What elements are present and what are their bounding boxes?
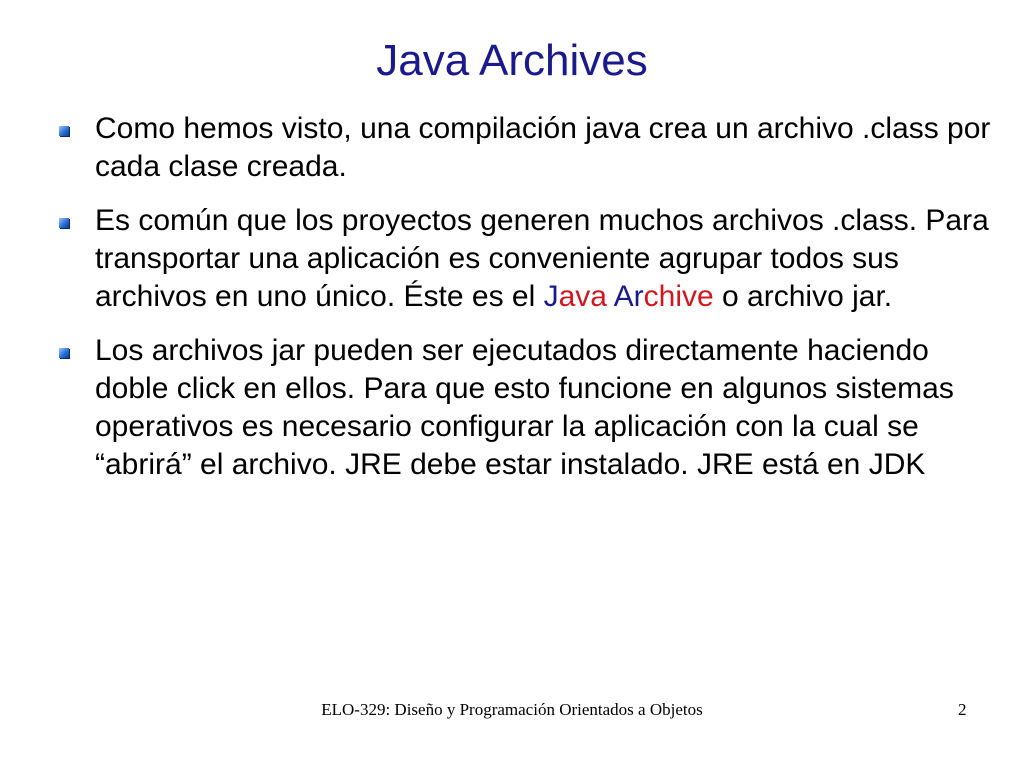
bullet-item-2 bbox=[57, 202, 1007, 316]
bullet-item-1 bbox=[57, 110, 1007, 186]
highlight-ar: Ar bbox=[613, 280, 644, 313]
square-bullet-icon bbox=[59, 218, 69, 228]
page-number: 2 bbox=[958, 700, 967, 719]
slide-title: Java Archives bbox=[376, 36, 648, 85]
highlight-j: J bbox=[543, 280, 559, 313]
square-bullet-icon bbox=[59, 126, 69, 136]
square-bullet-icon bbox=[59, 348, 69, 358]
highlight-chive: chive bbox=[643, 280, 714, 313]
highlight-space bbox=[607, 280, 614, 313]
footer-text: ELO-329: Diseño y Programación Orientados a Objetos bbox=[321, 700, 703, 719]
bullet-text: Los archivos jar pueden ser ejecutados directamente haciendo doble click en ellos. Para que esto funcione en algunos sistemas operativos es necesario configurar la aplicación con la cual se “abrirá” el archivo. JRE debe estar instalado. JRE está en JDK bbox=[95, 334, 954, 481]
bullet-item-3 bbox=[57, 332, 1007, 484]
highlight-ava: ava bbox=[558, 280, 607, 313]
bullet-text: Es común que los proyectos generen muchos archivos .class. Para transportar una aplicación es conveniente agrupar todos sus archivos en uno único. Éste es el bbox=[95, 204, 989, 313]
bullet-text-after: o archivo jar. bbox=[713, 280, 893, 313]
bullet-text: Como hemos visto, una compilación java crea un archivo .class por cada clase creada. bbox=[95, 112, 991, 183]
bullet-list bbox=[57, 110, 1007, 500]
